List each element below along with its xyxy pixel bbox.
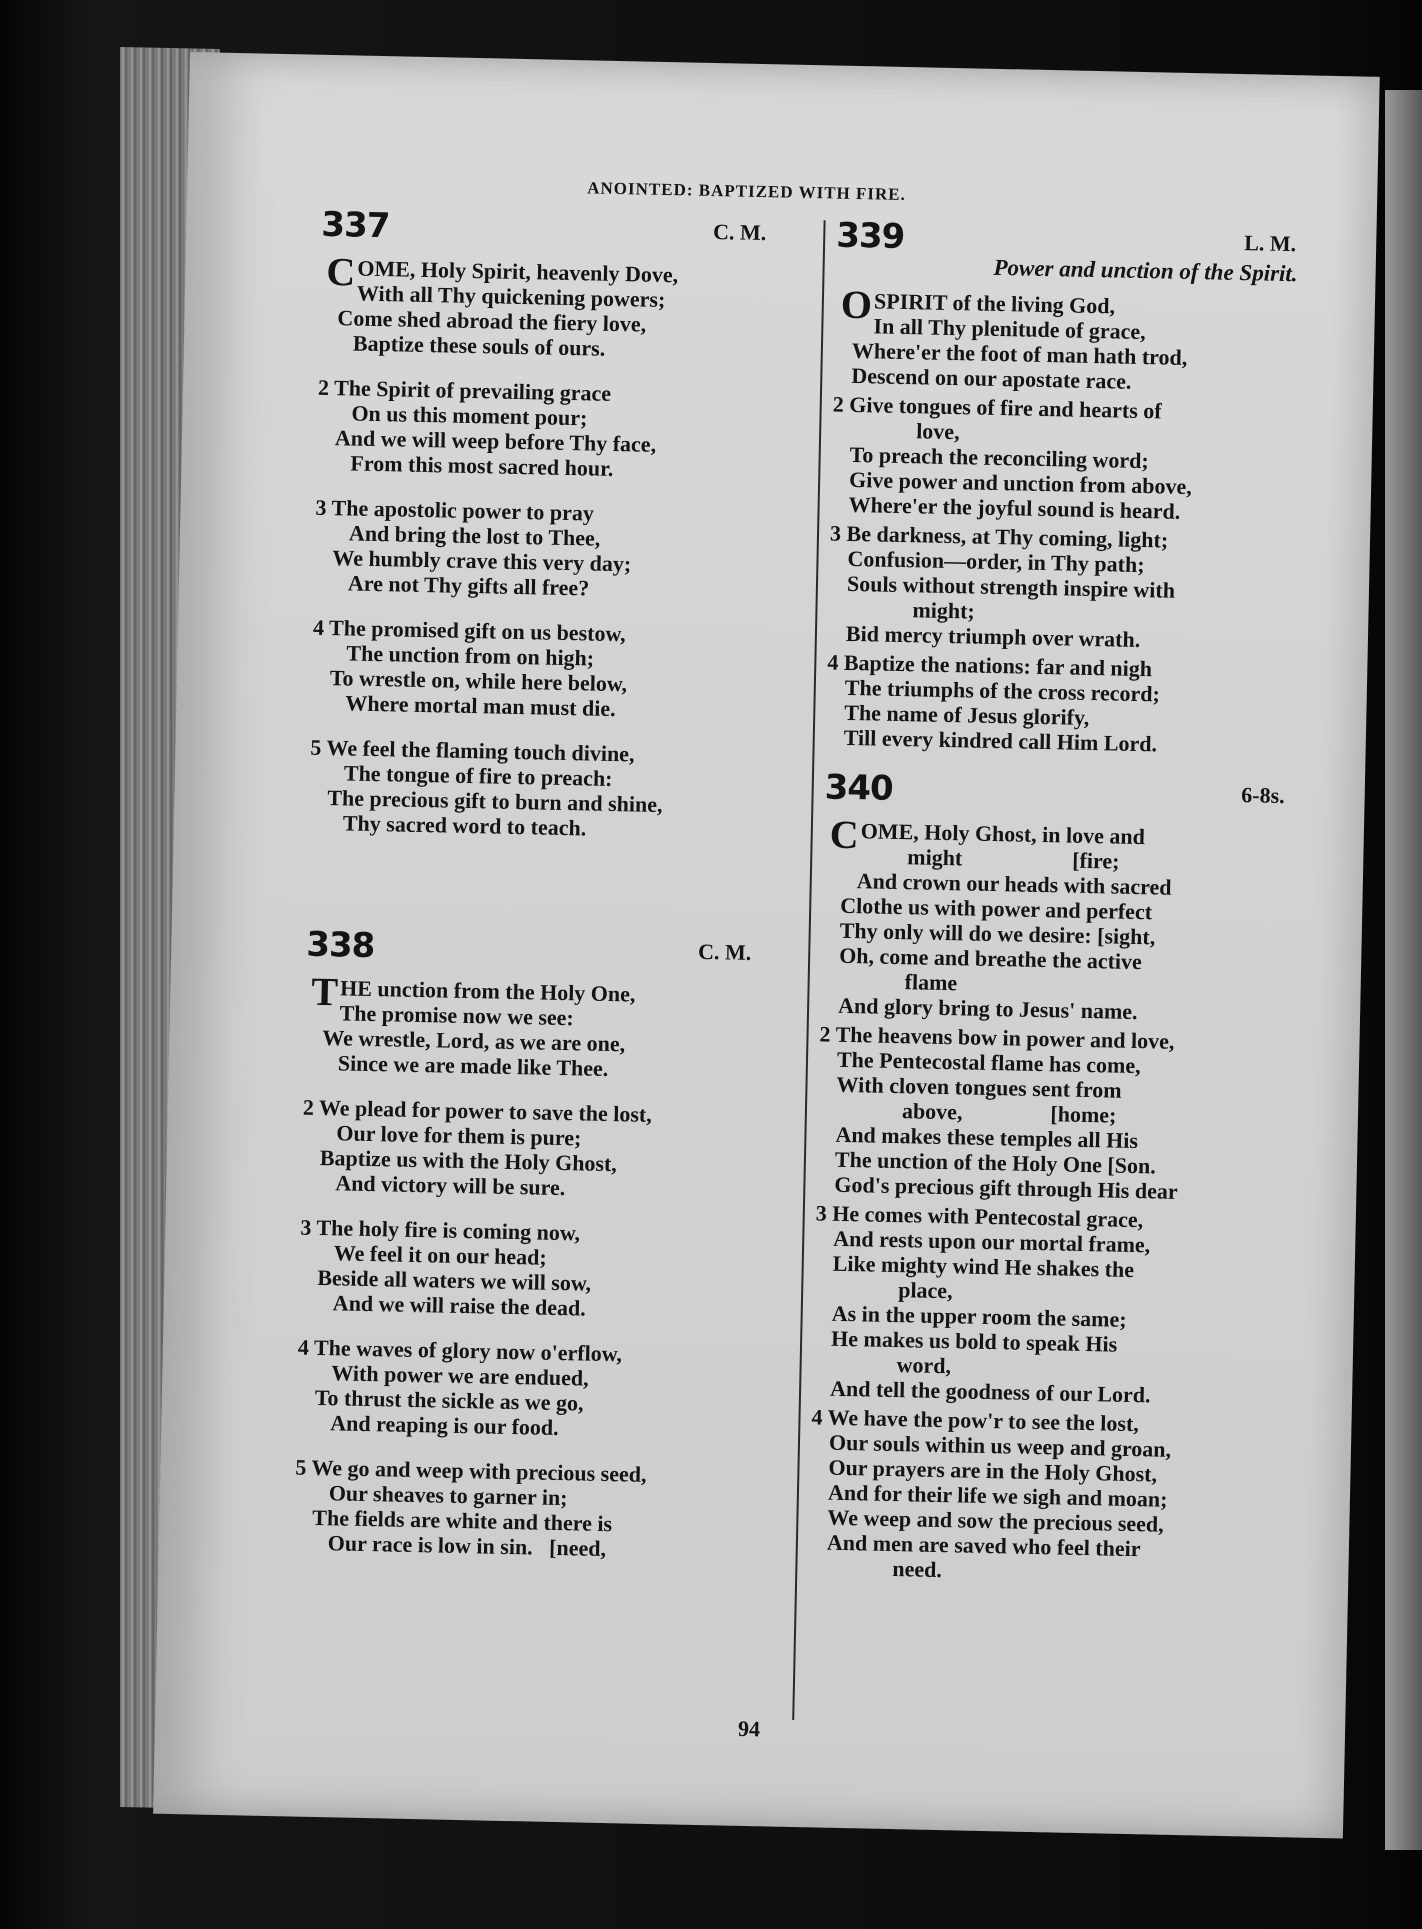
verse-continuation: need.: [892, 1556, 943, 1583]
verse-line: To preach the reconciling word;: [849, 441, 1149, 474]
hymn-number: 339: [835, 215, 905, 257]
verse-2: [301, 1095, 758, 1205]
verse-line: With all Thy quickening powers;: [356, 280, 666, 313]
verse-line: And tell the goodness of our Lord.: [829, 1375, 1151, 1408]
verse-line: The unction of the Holy One [Son.: [834, 1146, 1157, 1179]
left-column: [293, 205, 777, 1584]
verse-line: In all Thy plenitude of grace,: [873, 313, 1146, 345]
verse-2: [816, 1021, 1290, 1206]
verse-line: Souls without strength inspire with: [846, 570, 1176, 603]
verse-line: Where mortal man must die.: [345, 690, 616, 722]
hymn-header: [321, 205, 777, 259]
hymn-header: [824, 767, 1295, 821]
verse-3: [812, 1200, 1286, 1410]
verse-line: Baptize these souls of ours.: [352, 330, 606, 361]
verse-first-line: 4 Baptize the nations: far and nigh: [827, 649, 1153, 682]
verse-line: And men are saved who feel their: [826, 1529, 1141, 1562]
verse-line: We feel it on our head;: [333, 1240, 547, 1270]
verse-line: Since we are made like Thee.: [337, 1050, 609, 1081]
verse-line: Like mighty wind He shakes the: [832, 1250, 1135, 1283]
verse-line: Descend on our apostate race.: [851, 362, 1132, 394]
verse-line: And we will raise the dead.: [332, 1290, 587, 1321]
running-head: ANOINTED: BAPTIZED WITH FIRE.: [587, 178, 907, 205]
drop-cap: C: [325, 248, 356, 295]
verse-first-line: 2 Give tongues of fire and hearts of: [832, 391, 1162, 424]
verse-1: [820, 811, 1294, 1027]
verse-first-line: 3 The apostolic power to pray: [315, 494, 595, 526]
verse-continuation: might [fire;: [907, 844, 1120, 874]
verse-continuation: place,: [897, 1277, 953, 1304]
verse-3: [299, 1215, 756, 1325]
hymn-meter: C. M.: [697, 938, 752, 965]
verse-first-line: 2 We plead for power to save the lost,: [302, 1094, 653, 1127]
hymn-meter: C. M.: [712, 218, 767, 246]
verse-line: From this most sacred hour.: [350, 450, 614, 481]
hymnal-page: [153, 52, 1380, 1839]
verse-line: The fields are white and there is: [312, 1504, 613, 1537]
verse-line: Where'er the foot of man hath trod,: [851, 337, 1188, 370]
verse-line: We humbly crave this very day;: [332, 545, 632, 577]
hymn-338: [294, 925, 762, 1564]
verse-1: [833, 281, 1305, 398]
hymn-number: 340: [824, 767, 894, 809]
verse-line: As in the upper room the same;: [831, 1300, 1127, 1332]
verse-continuation: above, [home;: [901, 1098, 1117, 1128]
verse-line: We weep and sow the precious seed,: [827, 1504, 1164, 1537]
verse-line: And glory bring to Jesus' name.: [837, 992, 1138, 1025]
verse-line: And crown our heads with sacred: [856, 868, 1172, 900]
verse-line: The promise now we see:: [339, 1000, 575, 1031]
verse-first-line: 5 We feel the flaming touch divine,: [310, 734, 635, 767]
verse-4: [296, 1335, 753, 1445]
drop-cap: O: [840, 281, 873, 328]
verse-first-line: 3 He comes with Pentecostal grace,: [815, 1200, 1144, 1233]
verse-line: The Pentecostal flame has come,: [836, 1046, 1141, 1079]
verse-line: And makes these temples all His: [835, 1121, 1139, 1154]
verse-4: [311, 615, 768, 725]
verse-line: To thrust the sickle as we go,: [314, 1384, 584, 1416]
verse-line: With power we are endued,: [331, 1360, 589, 1391]
verse-line: Where'er the joyful sound is heard.: [848, 491, 1181, 524]
verse-first-line: 5 We go and weep with precious seed,: [295, 1454, 647, 1487]
hymn-number: 337: [320, 204, 390, 247]
verse-first-line: 2 The heavens bow in power and love,: [819, 1021, 1175, 1054]
verse-line: The unction from on high;: [346, 640, 595, 671]
verse-line: The triumphs of the cross record;: [844, 674, 1161, 707]
verse-line: And rests upon our mortal frame,: [833, 1225, 1151, 1258]
verse-line: God's precious gift through His dear: [834, 1171, 1178, 1204]
verse-4: [808, 1404, 1282, 1589]
verse-line: Confusion—order, in Thy path;: [847, 545, 1145, 578]
verse-2: [830, 392, 1303, 527]
verse-first-line: 4 The promised gift on us bestow,: [312, 614, 626, 647]
verse-first-line: COME, Holy Spirit, heavenly Dove,: [325, 248, 679, 295]
hymn-337: [309, 205, 777, 844]
verse-continuation: word,: [896, 1352, 952, 1379]
verse-line: Beside all waters we will sow,: [317, 1264, 592, 1296]
hymn-meter: L. M.: [1244, 230, 1297, 257]
verse-line: Till every kindred call Him Lord.: [843, 724, 1158, 757]
verse-line: The name of Jesus glorify,: [844, 699, 1090, 730]
facing-page-edge: [1385, 90, 1422, 1850]
verse-line: Baptize us with the Holy Ghost,: [319, 1144, 618, 1177]
verse-line: Are not Thy gifts all free?: [347, 570, 590, 601]
verse-line: Our race is low in sin. [need,: [327, 1530, 607, 1562]
verse-line: To wrestle on, while here below,: [329, 665, 628, 697]
page-number: 94: [737, 1715, 761, 1742]
verse-line: On us this moment pour;: [351, 400, 588, 431]
verse-line: Oh, come and breathe the active: [838, 942, 1143, 975]
verse-continuation: might;: [912, 597, 976, 624]
page-content: [153, 52, 1380, 1839]
verse-4: [826, 649, 1298, 759]
verse-line: Thy only will do we desire: [sight,: [839, 917, 1156, 950]
verse-continuation: flame: [904, 969, 958, 996]
verse-line: The tongue of fire to preach:: [343, 760, 613, 792]
verse-line: And for their life we sigh and moan;: [827, 1479, 1168, 1512]
verse-line: And bring the lost to Thee,: [348, 520, 601, 551]
verse-2: [316, 375, 773, 485]
verse-line: Bid mercy triumph over wrath.: [845, 620, 1141, 653]
verse-first-line: COME, Holy Ghost, in love and: [829, 811, 1146, 858]
verse-line: Thy sacred word to teach.: [342, 810, 587, 841]
hymn-meter: 6-8s.: [1241, 782, 1285, 809]
verse-line: Our prayers are in the Holy Ghost,: [828, 1454, 1158, 1487]
verse-line: And victory will be sure.: [335, 1170, 566, 1201]
verse-continuation: love,: [915, 418, 960, 445]
verse-5: [309, 735, 766, 845]
verse-first-line: THE unction from the Holy One,: [310, 968, 636, 1015]
verse-first-line: 3 Be darkness, at Thy coming, light;: [829, 520, 1169, 553]
verse-line: And we will weep before Thy face,: [334, 425, 657, 457]
verse-first-line: 4 The waves of glory now o'erflow,: [297, 1334, 623, 1367]
verse-line: With cloven tongues sent from: [836, 1071, 1122, 1103]
verse-line: Give power and unction from above,: [848, 466, 1193, 500]
verse-line: And reaping is our food.: [330, 1410, 559, 1441]
verse-first-line: OSPIRIT of the living God,: [840, 281, 1116, 328]
hymn-header: [306, 925, 762, 979]
verse-line: The precious gift to burn and shine,: [327, 785, 663, 818]
verse-line: We wrestle, Lord, as we are one,: [322, 1024, 626, 1057]
verse-3: [314, 495, 771, 605]
drop-cap: T: [310, 968, 339, 1015]
verse-1: [319, 248, 776, 365]
spacer: [307, 855, 763, 935]
verse-line: Our love for them is pure;: [336, 1120, 582, 1151]
hymn-340: [808, 767, 1295, 1589]
verse-line: Our souls within us weep and groan,: [828, 1429, 1172, 1462]
verse-line: Come shed abroad the fiery love,: [337, 305, 647, 337]
verse-first-line: 2 The Spirit of prevailing grace: [317, 374, 612, 406]
verse-5: [294, 1455, 751, 1565]
drop-cap: C: [829, 811, 860, 858]
hymn-subtitle: Power and unction of the Spirit.: [993, 254, 1298, 287]
verse-first-line: 3 The holy fire is coming now,: [300, 1214, 581, 1246]
verse-first-line: 4 We have the pow'r to see the lost,: [811, 1404, 1140, 1437]
hymn-number: 338: [305, 924, 375, 967]
hymn-339: [826, 216, 1307, 760]
verse-line: Our sheaves to garner in;: [328, 1480, 568, 1511]
verse-line: He makes us bold to speak His: [830, 1325, 1118, 1357]
verse-3: [828, 521, 1301, 656]
verse-1: [304, 968, 761, 1085]
verse-line: Clothe us with power and perfect: [840, 892, 1153, 925]
right-column: [808, 216, 1307, 1594]
